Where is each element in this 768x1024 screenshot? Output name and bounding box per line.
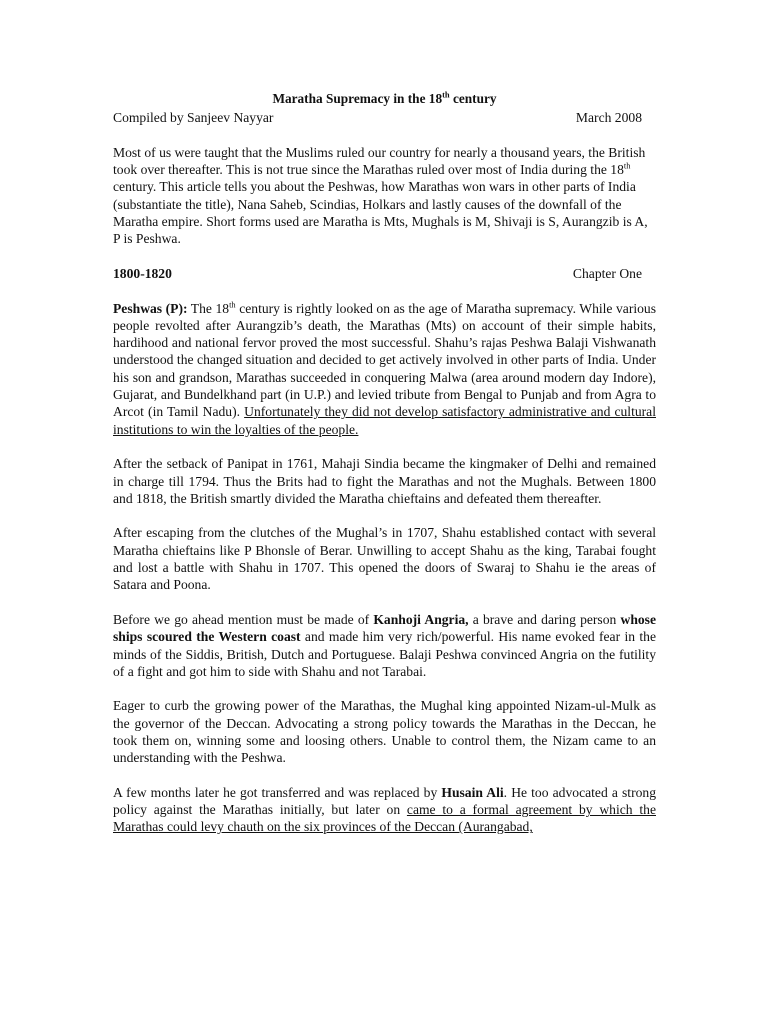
- nizam-paragraph: Eager to curb the growing power of the Marathas, the Mughal king appointed Nizam-ul-Mulk as the governor of the Deccan. Advocating a strong policy towards the Marathas in the Deccan, he took them on, winning some and loosing others. Unable to control them, the Nizam came to an understanding with the Peshwa.: [113, 698, 656, 766]
- peshwas-paragraph: Peshwas (P): The 18th century is rightly looked on as the age of Maratha supremacy. While various people revolted after Aurangzib’s death, the Marathas (Mts) on account of their simple habits, hardihood and national fervor proved the most successful. Shahu’s rajas Peshwa Balaji Vishwanath understood the changed situation and decided to get actively involved in other parts of India. Under his son and grandson, Marathas succeeded in conquering Malwa (area around modern day Indore), Gujarat, and Bundelkhand part (in U.P.) and levied tribute from Bengal to Punjab and from Agra to Arcot (in Tamil Nadu). Unfortunately they did not develop satisfactory administrative and cultural institutions to win the loyalties of the people.: [113, 299, 657, 437]
- peshwas-heading: Peshwas (P):: [113, 300, 188, 316]
- section-header: [113, 265, 656, 282]
- document-title: Maratha Supremacy in the 18th century: [272, 89, 497, 106]
- intro-paragraph: Most of us were taught that the Muslims ruled our country for nearly a thousand years, the British took over thereafter. This is not true since the Marathas ruled over most of India during the 18th century. This article tells you about the Peshwas, how Marathas won wars in other parts of India (substantiate the title), Nana Saheb, Scindias, Holkars and lastly causes of the downfall of the Maratha empire. Short forms used are Maratha is Mts, Mughals is M, Shivaji is S, Aurangzib is A, P is Peshwa.: [113, 144, 648, 247]
- panipat-paragraph: After the setback of Panipat in 1761, Mahaji Sindia became the kingmaker of Delhi and remained in charge till 1794. Thus the Brits had to fight the Marathas and not the Mughals. Between 1800 and 1818, the British smartly divided the Maratha chieftains and defeated them thereafter.: [113, 456, 656, 506]
- underlined-text: Unfortunately they did not develop satisfactory administrative and cultural institutions to win the loyalties of the people.: [113, 404, 656, 437]
- chapter-label: Chapter One: [572, 265, 642, 281]
- husain-paragraph: A few months later he got transferred and was replaced by Husain Ali. He too advocated a strong policy against the Marathas initially, but later on came to a formal agreement by which the Marathas could levy chauth on the six provinces of the Deccan (Aurangabad,: [113, 784, 656, 835]
- section-years: 1800-1820: [113, 265, 172, 281]
- underlined-text: came to a formal agreement by which the Marathas could levy chauth on the six provinces of the Deccan (Aurangabad,: [113, 802, 656, 835]
- shahu-paragraph: After escaping from the clutches of the Mughal’s in 1707, Shahu established contact with several Maratha chieftains like P Bhonsle of Berar. Unwilling to accept Shahu as the king, Tarabai fought and lost a battle with Shahu in 1707. This opened the doors of Swaraj to Shahu ie the areas of Satara and Poona.: [113, 525, 656, 593]
- date: March 2008: [575, 110, 642, 126]
- document-page: [113, 90, 656, 836]
- angria-paragraph: Before we go ahead mention must be made of Kanhoji Angria, a brave and daring person whose ships scoured the Western coast and made him very rich/powerful. His name evoked fear in the minds of the Siddis, British, Dutch and Portuguese. Balaji Peshwa convinced Angria on the futility of a fight and got him to side with Shahu and not Tarabai.: [113, 611, 656, 679]
- byline: [113, 109, 656, 126]
- author-line: Compiled by Sanjeev Nayyar: [113, 110, 274, 126]
